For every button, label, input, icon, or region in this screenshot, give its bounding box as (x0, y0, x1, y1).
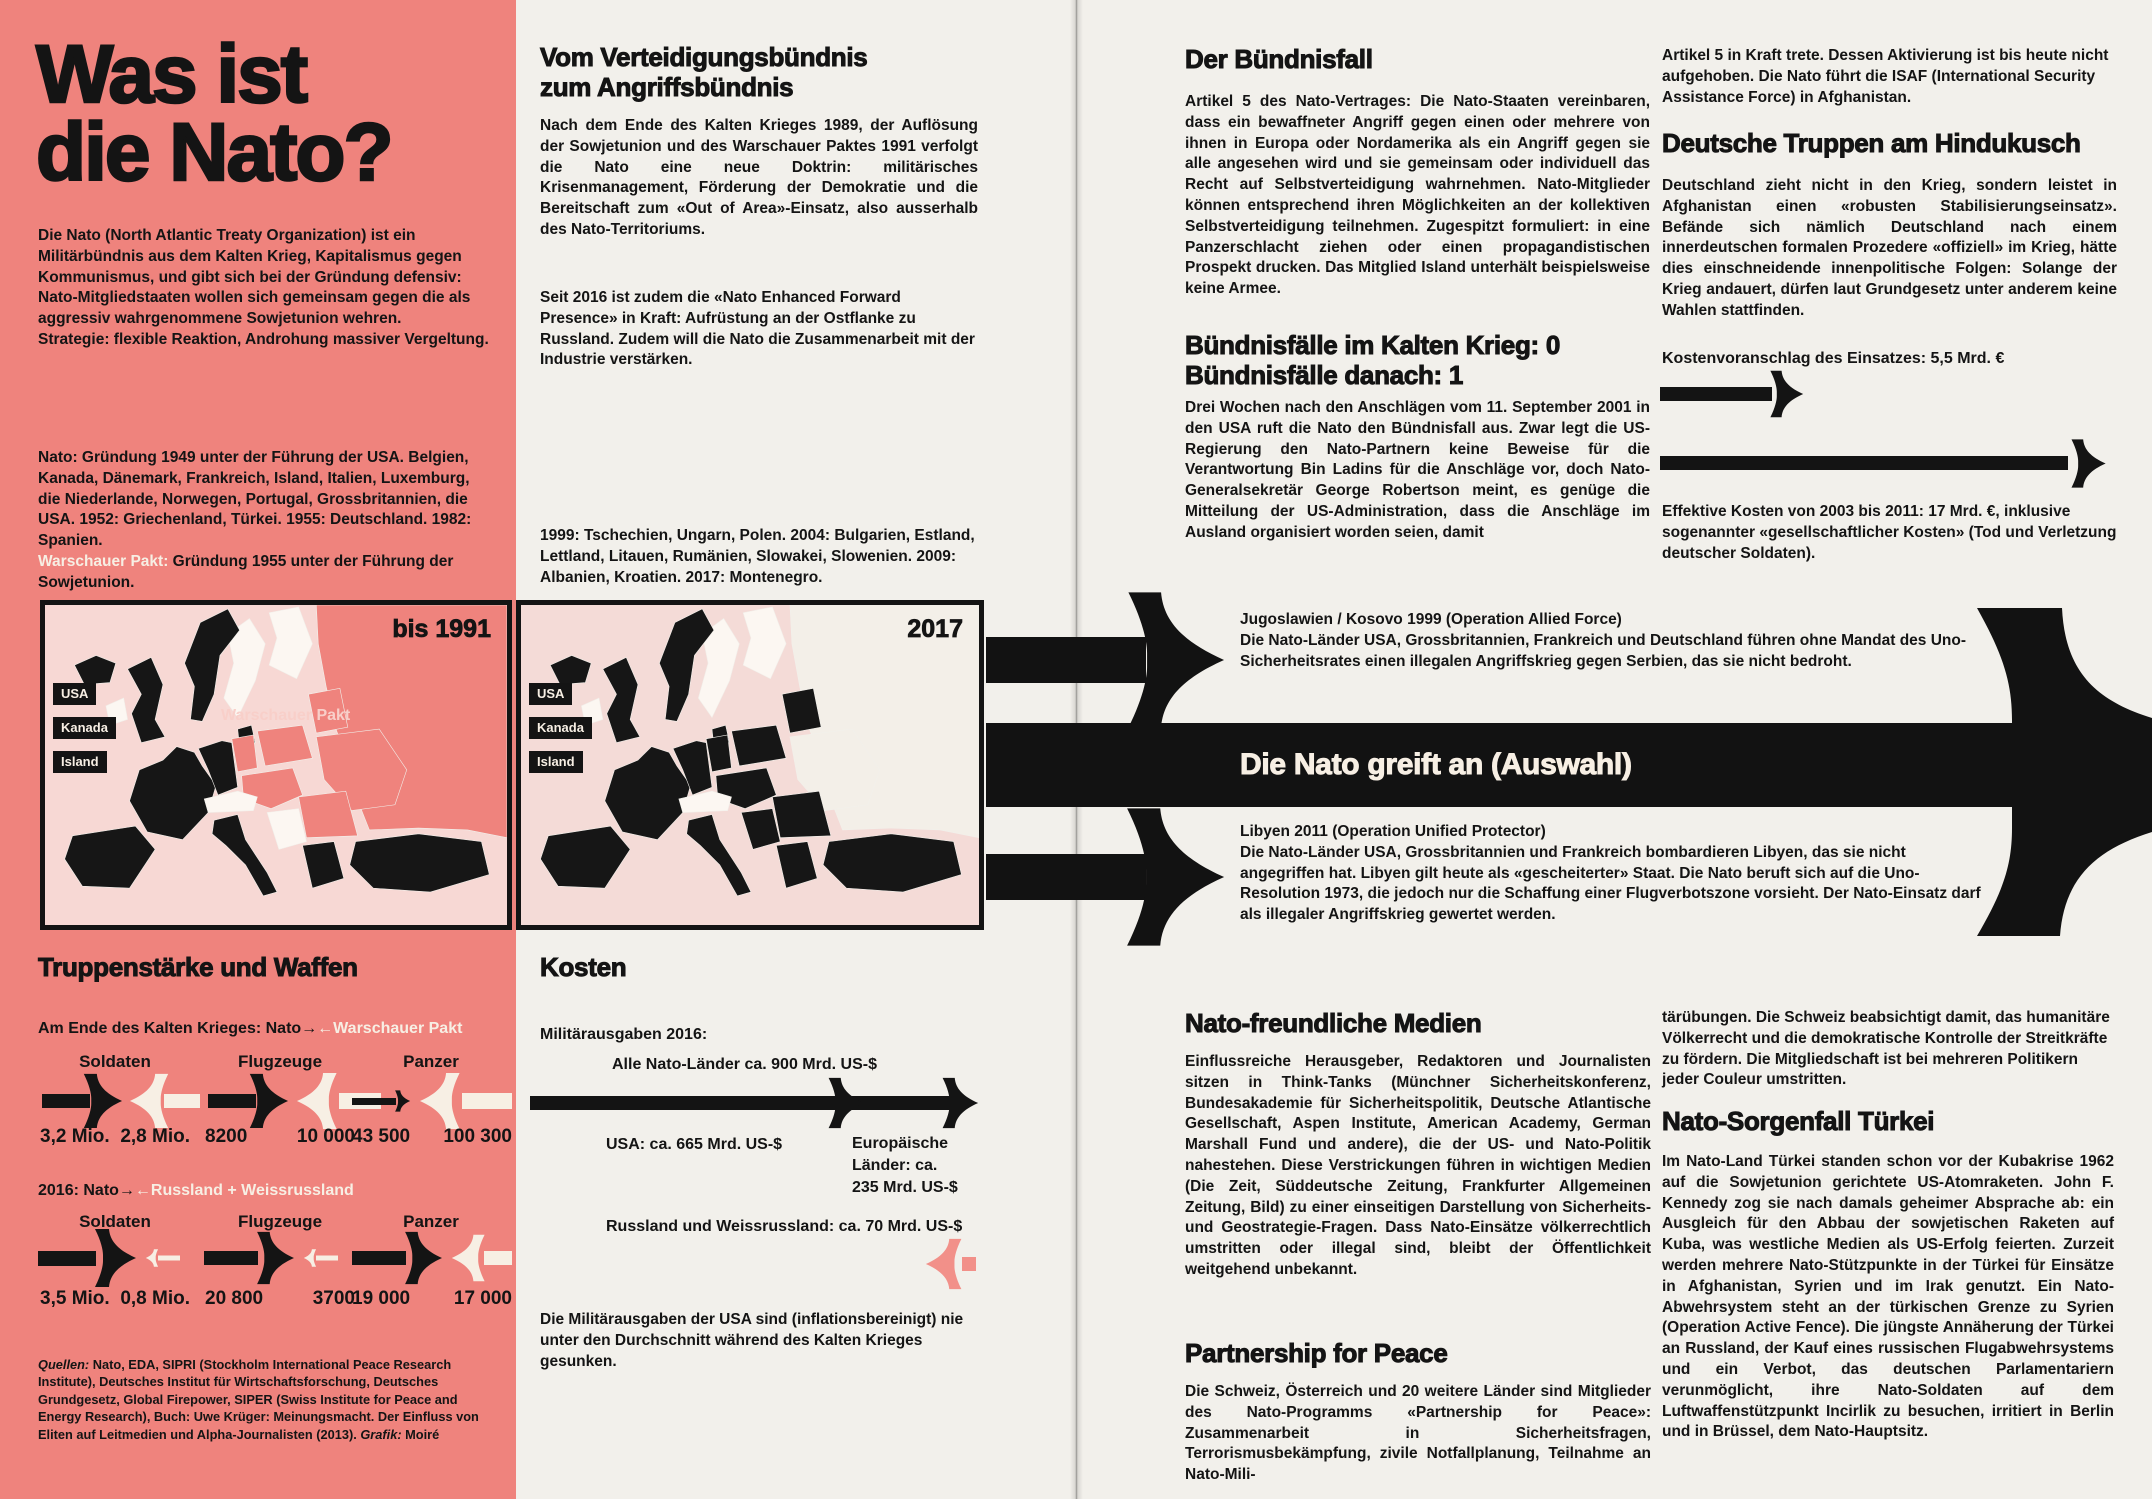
jugoslawien-body: Die Nato-Länder USA, Grossbritannien, Frankreich und Deutschland führen ohne Mandat des Uno-Sicherheitsrates einen illegalen Angriffskrieg gegen Serbien, das sie nicht bedroht. (1240, 631, 1966, 670)
arrow-libyen (986, 806, 1226, 948)
medien-heading: Nato-freundliche Medien (1185, 1008, 1482, 1038)
value-russland-soldaten-r2: 0,8 Mio. (120, 1288, 190, 1309)
map2-year-label: 2017 (907, 615, 963, 643)
arrow-nato-flugzeuge-r1 (208, 1072, 290, 1130)
partnership-body: Die Schweiz, Österreich und 20 weitere Länder sind Mitglieder des Nato-Programms «Partnership for Peace»: Zusammenarbeit in Sicherheitsfragen, Terrorismusbekämpfung, zivile Notfallplanung, Teilnahme an Nato-Mili- (1185, 1383, 1651, 1484)
cases-body: Drei Wochen nach den Anschlägen vom 11. September 2001 in den USA ruft die Nato den Bündnisfall aus. Zwar legt die US-Regierung den Nato-Partnern keine Beweise für die Verantwortung Bin Ladins für die Anschläge vor, doch Nato-Generalsekretär George Robertson meint, es genüge die Mitteilung der US-Administration, dass die Anschläge im Ausland organisiert worden seien, damit (1185, 399, 1650, 541)
troops-row1-label-wp: ←Warschauer Pakt (317, 1020, 463, 1037)
map2-member-kanada: Kanada (529, 717, 592, 739)
arrow-wp-soldaten-r1 (128, 1072, 200, 1130)
jugoslawien-block (1240, 610, 1980, 672)
map2-member-island: Island (529, 751, 583, 773)
value-wp-panzer-r1: 100 300 (443, 1126, 512, 1147)
kosten-eu-label (852, 1133, 958, 1199)
arrow-russland-soldaten-r2 (144, 1228, 180, 1288)
kostenvoranschlag-label: Kostenvoranschlag des Einsatzes: 5,5 Mrd. € (1662, 350, 2005, 367)
founding-warschauer-rest: Gründung 1955 unter der Führung der Sowjetunion. (38, 552, 454, 591)
values-panzer-r1 (352, 1126, 512, 1148)
page-title-line1: Was ist (36, 29, 307, 120)
artikel5-paragraph: Artikel 5 in Kraft trete. Dessen Aktivierung ist bis heute nicht aufgehoben. Die Nato führt die ISAF (International Security Assistance Force) in Afghanistan. (1662, 47, 2109, 106)
buendnisfall-body: Artikel 5 des Nato-Vertrages: Die Nato-Staaten vereinbaren, dass ein bewaffneter Angriff gegen einen oder mehrere von ihnen in Europa oder Nordamerika als ein Angriff gegen sie alle angesehen wird und sie gemeinsam oder individuell das Recht auf Selbstverteidigung wahrnehmen. Nato-Mitglieder können entsprechend ihren Möglichkeiten an der kollektiven Selbstverteidigung teilnehmen. Zugespitzt formuliert: in eine Panzerschlacht ziehen oder einen propagandistischen Prospekt drucken. Das Mitglied Island unterhält beispielsweise keine Armee. (1185, 93, 1650, 298)
value-nato-soldaten-r2: 3,5 Mio. (40, 1288, 110, 1309)
cases-heading-line1: Bündnisfälle im Kalten Krieg: 0 (1185, 330, 1560, 360)
partnership-heading: Partnership for Peace (1185, 1338, 1448, 1368)
hindukusch-heading: Deutsche Truppen am Hindukusch (1662, 128, 2081, 158)
sources-note (38, 1356, 490, 1443)
category-panzer-r2: Panzer (403, 1212, 459, 1231)
map1-member-island: Island (53, 751, 107, 773)
attack-band-title: Die Nato greift an (Auswahl) (1240, 748, 1632, 781)
arrow-russland-panzer-r2 (450, 1228, 512, 1288)
category-panzer-r1: Panzer (403, 1052, 459, 1071)
arrow-wp-panzer-r1 (418, 1072, 512, 1130)
kosten-eu-line3: 235 Mrd. US-$ (852, 1179, 958, 1196)
arrow-russland-flugzeuge-r2 (302, 1228, 338, 1288)
founding-paragraph (38, 448, 492, 594)
grafik-value: Moiré (401, 1426, 440, 1442)
sources-label: Quellen: (38, 1357, 90, 1372)
map1-member-usa: USA (53, 683, 96, 705)
value-nato-flugzeuge-r1: 8200 (205, 1126, 248, 1147)
founding-warschauer-label: Warschauer Pakt: (38, 552, 169, 570)
arrow-jugoslawien (986, 590, 1226, 730)
page-title (36, 29, 392, 198)
grafik-label: Grafik: (360, 1426, 402, 1442)
map2-member-usa: USA (529, 683, 572, 705)
values-soldaten-r2 (40, 1288, 190, 1310)
value-nato-panzer-r2: 19 000 (352, 1288, 411, 1309)
values-panzer-r2 (352, 1288, 512, 1310)
kosten-arrow (530, 1075, 985, 1131)
cases-heading-line2: Bündnisfälle danach: 1 (1185, 360, 1464, 390)
libyen-body: Die Nato-Länder USA, Grossbritannien und Frankreich bombardieren Libyen, das sie nicht angegriffen hat. Libyen gilt heute als «gescheiterter» Staat. Die Nato beruft sich auf die Uno-Resolution 1973, die jedoch nur die Schaffung einer Flugverbotszone vorsieht. Der Nato-Einsatz darf als illegaler Angriffskrieg gewertet werden. (1240, 843, 1981, 924)
value-wp-soldaten-r1: 2,8 Mio. (120, 1126, 190, 1147)
giant-arrowhead (1952, 588, 2152, 992)
founding-nato-text: Nato: Gründung 1949 unter der Führung der USA. Belgien, Kanada, Dänemark, Frankreich, Island, Italien, Luxemburg, die Niederlande, Norwegen, Portugal, Grossbritannien, die USA. 1952: Griechenland, Türkei. 1955: Deutschland. 1982: Spanien. (38, 449, 472, 550)
sources-body: Nato, EDA, SIPRI (Stockholm International Peace Research Institute), Deutsches Institut für Wirtschaftsforschung, Deutsches Grundgesetz, Global Firepower, SIPER (Swiss Institute for Peace and Energy Research), Buch: Uwe Krüger: Meinungsmacht. Der Einfluss von Eliten auf Leitmedien und Alpha-Journalisten (2013). (38, 1357, 479, 1442)
kosten-eu-line1: Europäische (852, 1135, 949, 1152)
kosten-russland-label: Russland und Weissrussland: ca. 70 Mrd. US-$ (606, 1218, 963, 1235)
values-flugzeuge-r2 (205, 1288, 355, 1310)
warschauer-pakt-label: Warschauer Pakt (221, 707, 351, 724)
libyen-title: Libyen 2011 (Operation Unified Protector) (1240, 823, 1546, 840)
hindukusch-body: Deutschland zieht nicht in den Krieg, sondern leistet in Afghanistan einen «robusten Stabilisierungseinsatz». Befände sich nämlich Deutschland nach einem innerdeutschen formalen Prozedere «offiziell» im Krieg, hätte dies einschneidende innenpolitische Folgen: Solange der Krieg andauert, dürfen laut Grundgesetz unter anderem keine Wahlen stattfinden. (1662, 177, 2117, 319)
values-soldaten-r1 (40, 1126, 190, 1148)
europe-map-2017 (521, 605, 979, 925)
medien-body: Einflussreiche Herausgeber, Redaktoren und Journalisten sitzen in Think-Tanks (Münchner Sicherheitskonferenz, Bundesakademie für Sicherheitspolitik, Deutsche Atlantische Gesellschaft, Aspen Institute, American Academy, German Marshall Fund und andere), die der US- und Nato-Politik nahestehen. Diese Verstrickungen führen in wichtigen Medien (Die Zeit, Süddeutsche Zeitung, Frankfurter Allgemeinen Zeitung, Bild) zu einer einseitigen Darstellung von Sicherheits- und Geostrategie-Fragen. Dass Nato-Einsätze völkerrechtlich umstritten oder illegal sind, bleibt der Öffentlichkeit weitgehend unbekannt. (1185, 1053, 1651, 1278)
kosten-label: Militärausgaben 2016: (540, 1026, 708, 1043)
verteidigung-heading-line2: zum Angriffsbündnis (540, 72, 794, 102)
troops-row1-label (38, 1020, 462, 1038)
map-bis-1991 (40, 600, 512, 930)
value-wp-flugzeuge-r1: 10 000 (296, 1126, 355, 1147)
expansion-paragraph: 1999: Tschechien, Ungarn, Polen. 2004: Bulgarien, Estland, Lettland, Litauen, Rumänien, Slowakei, Slowenien. 2009: Albanien, Kroatien. 2017: Montenegro. (540, 527, 975, 586)
intro-paragraph: Die Nato (North Atlantic Treaty Organization) ist ein Militärbündnis aus dem Kalten Krieg, Kapitalismus gegen Kommunismus, und gibt sich bei der Gründung defensiv: Nato-Mitgliedstaaten wollen sich gemeinsam gegen die als aggressiv wahrgenommene Sowjetunion wehren. (38, 227, 471, 328)
tuerkei-heading: Nato-Sorgenfall Türkei (1662, 1106, 1935, 1136)
arrow-nato-flugzeuge-r2 (204, 1228, 296, 1288)
effektive-kosten-arrow (1660, 438, 2110, 488)
kosten-eu-line2: Länder: ca. (852, 1157, 938, 1174)
kosten-footnote: Die Militärausgaben der USA sind (inflationsbereinigt) nie unter den Durchschnitt während des Kalten Krieges gesunken. (540, 1311, 964, 1370)
category-soldaten-r1: Soldaten (79, 1052, 151, 1071)
arrow-nato-panzer-r1 (352, 1072, 412, 1130)
buendnisfall-heading: Der Bündnisfall (1185, 44, 1373, 74)
troops-row2-label-nato: 2016: Nato→ (38, 1182, 135, 1199)
arrow-russland-kosten (924, 1236, 976, 1292)
arrow-nato-panzer-r2 (352, 1228, 444, 1288)
verteidigung-p2: Seit 2016 ist zudem die «Nato Enhanced Forward Presence» in Kraft: Aufrüstung an der Ostflanke zu Russland. Zudem will die Nato die Zusammenarbeit mit der Industrie verstärken. (540, 289, 975, 369)
kosten-heading: Kosten (540, 952, 627, 982)
value-nato-soldaten-r1: 3,2 Mio. (40, 1126, 110, 1147)
europe-map-1991 (45, 605, 507, 925)
verteidigung-heading (540, 42, 867, 102)
troops-row1-label-nato: Am Ende des Kalten Krieges: Nato→ (38, 1020, 318, 1037)
cases-heading (1185, 330, 1560, 390)
verteidigung-heading-line1: Vom Verteidigungsbündnis (540, 42, 868, 72)
map-2017 (516, 600, 984, 930)
troops-row2-label (38, 1182, 354, 1200)
value-nato-panzer-r1: 43 500 (352, 1126, 411, 1147)
verteidigung-p1: Nach dem Ende des Kalten Krieges 1989, der Auflösung der Sowjetunion und des Warschauer Paktes 1991 verfolgt die Nato eine neue Doktrin: militärisches Krisenmanagement, Förderung der Demokratie und die Bereitschaft zum «Out of Area»-Einsatz, also ausserhalb des Nato-Territoriums. (540, 117, 978, 238)
page-title-line2: die Nato? (36, 107, 392, 198)
intro-block (38, 226, 490, 351)
kostenvoranschlag-arrow (1660, 370, 1810, 418)
map1-member-kanada: Kanada (53, 717, 116, 739)
values-flugzeuge-r1 (205, 1126, 355, 1148)
jugoslawien-title: Jugoslawien / Kosovo 1999 (Operation Allied Force) (1240, 611, 1622, 628)
value-russland-flugzeuge-r2: 3700 (312, 1288, 355, 1309)
category-flugzeuge-r2: Flugzeuge (237, 1212, 323, 1231)
strategy-paragraph: Strategie: flexible Reaktion, Androhung massiver Vergeltung. (38, 330, 489, 348)
kosten-alle-label: Alle Nato-Länder ca. 900 Mrd. US-$ (612, 1056, 877, 1073)
partnership-continuation: tärübungen. Die Schweiz beabsichtigt damit, das humanitäre Völkerrecht und die demokratische Kontrolle der Streitkräfte zu fördern. Die Mitgliedschaft ist bei mehreren Politikern jeder Couleur umstritten. (1662, 1009, 2110, 1089)
arrow-nato-soldaten-r1 (42, 1072, 124, 1130)
value-nato-flugzeuge-r2: 20 800 (205, 1288, 264, 1309)
troops-row2-label-russland: ←Russland + Weissrussland (134, 1182, 354, 1199)
libyen-block (1240, 822, 1985, 926)
map1-year-label: bis 1991 (392, 615, 491, 643)
effektive-kosten-paragraph: Effektive Kosten von 2003 bis 2011: 17 Mrd. €, inklusive sogenannter «gesellschaftlicher Kosten» (Tod und Verletzung deutscher Soldaten). (1662, 503, 2117, 562)
category-flugzeuge-r1: Flugzeuge (237, 1052, 323, 1071)
troops-heading: Truppenstärke und Waffen (38, 952, 358, 982)
category-soldaten-r2: Soldaten (79, 1212, 151, 1231)
arrow-nato-soldaten-r2 (38, 1228, 138, 1288)
tuerkei-body: Im Nato-Land Türkei standen schon vor der Kubakrise 1962 auf die Sowjetunion gerichtete US-Atomraketen. John F. Kennedy zog sie nach damals geheimer Absprache ab: ein Ausgleich für den Abbau der sowjetischen Raketen auf Kuba, was westliche Medien als US-Erfolg feierten. Zurzeit werden mehrere Nato-Stützpunkte in der Türkei für Einsätze in Afghanistan, Syrien und im Irak genutzt. Ein Nato-Abwehrsystem steht an der türkischen Grenze zu Syrien (Operation Active Fence). Die jüngste Annäherung der Türkei an Russland, der Kauf eines russischen Flugabwehrsystems und ein Verbot, das deutschen Parlamentariern verunmöglicht, ihre Nato-Soldaten auf dem Luftwaffenstützpunkt Incirlik zu besuchen, irritiert in Berlin und in Brüssel, dem Nato-Hauptsitz. (1662, 1153, 2114, 1441)
kosten-usa-label: USA: ca. 665 Mrd. US-$ (606, 1136, 783, 1153)
value-russland-panzer-r2: 17 000 (453, 1288, 512, 1309)
